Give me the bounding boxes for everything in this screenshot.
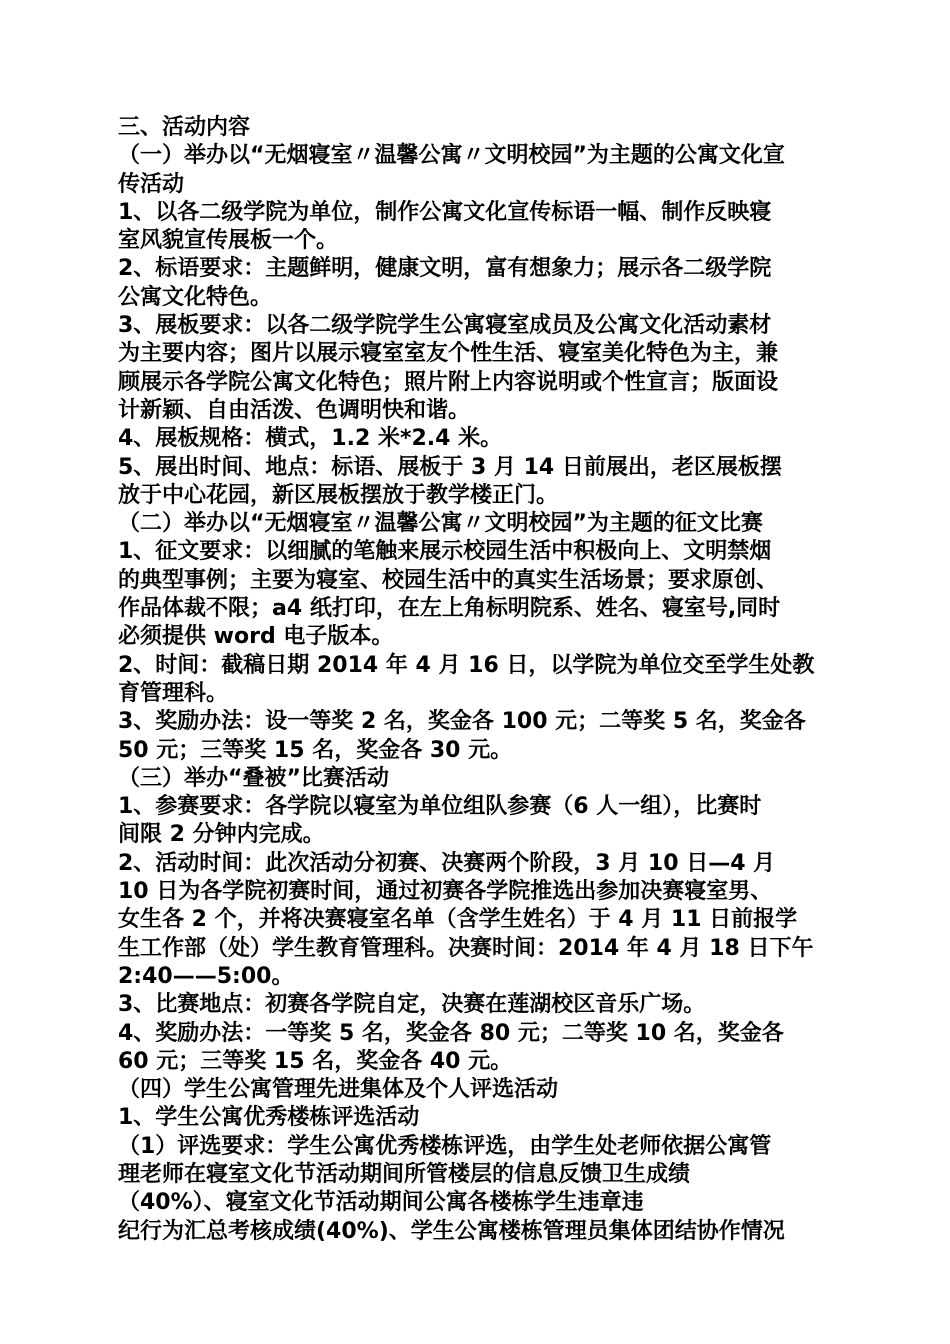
paragraph-line: 1、征文要求：以细腻的笔触来展示校园生活中积极向上、文明禁烟 [118, 539, 772, 565]
paragraph-line: 理老师在寝室文化节活动期间所管楼层的信息反馈卫生成绩 [118, 1161, 691, 1187]
paragraph-line: 2:40——5:00。 [118, 963, 294, 989]
subsection-heading: （一）举办以“无烟寝室〃温馨公寓〃文明校园”为主题的公寓文化宣 [118, 143, 785, 169]
subsection-heading: （四）学生公寓管理先进集体及个人评选活动 [118, 1077, 559, 1103]
document-body [118, 114, 838, 1246]
paragraph-line: 间限 2 分钟内完成。 [118, 822, 325, 848]
paragraph-line: 4、奖励办法：一等奖 5 名，奖金各 80 元；二等奖 10 名，奖金各 [118, 1020, 784, 1046]
paragraph-line: 传活动 [118, 171, 185, 197]
paragraph-line: 3、展板要求：以各二级学院学生公寓寝室成员及公寓文化活动素材 [118, 313, 772, 339]
paragraph-line: 5、展出时间、地点：标语、展板于 3 月 14 日前展出，老区展板摆 [118, 454, 782, 480]
subsection-heading: （二）举办以“无烟寝室〃温馨公寓〃文明校园”为主题的征文比赛 [118, 511, 763, 537]
paragraph-line: 50 元；三等奖 15 名，奖金各 30 元。 [118, 737, 513, 763]
paragraph-line: 顾展示各学院公寓文化特色；照片附上内容说明或个性宣言；版面设 [118, 369, 779, 395]
paragraph-line: 的典型事例；主要为寝室、校园生活中的真实生活场景；要求原创、 [118, 567, 779, 593]
paragraph-line: 1、学生公寓优秀楼栋评选活动 [118, 1105, 420, 1131]
paragraph-line: 必须提供 word 电子版本。 [118, 624, 394, 650]
paragraph-line: 室风貌宣传展板一个。 [118, 228, 339, 254]
paragraph-line: 为主要内容；图片以展示寝室室友个性生活、寝室美化特色为主，兼 [118, 341, 779, 367]
subsection-heading: （三）举办“叠被”比赛活动 [118, 765, 389, 791]
paragraph-line: 计新颖、自由活泼、色调明快和谐。 [118, 397, 471, 423]
paragraph-line: 1、以各二级学院为单位，制作公寓文化宣传标语一幅、制作反映寝 [118, 199, 772, 225]
paragraph-line: 生工作部（处）学生教育管理科。决赛时间：2014 年 4 月 18 日下午 [118, 935, 814, 961]
paragraph-line: （1）评选要求：学生公寓优秀楼栋评选，由学生处老师依据公寓管 [118, 1133, 772, 1159]
paragraph-line: 3、比赛地点：初赛各学院自定，决赛在莲湖校区音乐广场。 [118, 992, 706, 1018]
paragraph-line: 2、活动时间：此次活动分初赛、决赛两个阶段，3 月 10 日—4 月 [118, 850, 776, 876]
paragraph-line: 作品体裁不限；a4 纸打印，在左上角标明院系、姓名、寝室号,同时 [118, 596, 781, 622]
paragraph-line: 放于中心花园，新区展板摆放于教学楼正门。 [118, 482, 559, 508]
paragraph-line: （40%）、寝室文化节活动期间公寓各楼栋学生违章违 [118, 1190, 644, 1216]
paragraph-line: 女生各 2 个，并将决赛寝室名单（含学生姓名）于 4 月 11 日前报学 [118, 907, 798, 933]
paragraph-line: 3、奖励办法：设一等奖 2 名，奖金各 100 元；二等奖 5 名，奖金各 [118, 709, 806, 735]
paragraph-line: 10 日为各学院初赛时间，通过初赛各学院推选出参加决赛寝室男、 [118, 879, 773, 905]
paragraph-line: 60 元；三等奖 15 名，奖金各 40 元。 [118, 1048, 513, 1074]
paragraph-line: 公寓文化特色。 [118, 284, 273, 310]
paragraph-line: 1、参赛要求：各学院以寝室为单位组队参赛（6 人一组），比赛时 [118, 794, 762, 820]
paragraph-line: 2、标语要求：主题鲜明，健康文明，富有想象力；展示各二级学院 [118, 256, 772, 282]
paragraph-line: 4、展板规格：横式，1.2 米*2.4 米。 [118, 426, 503, 452]
paragraph-line: 育管理科。 [118, 680, 229, 706]
section-heading: 三、活动内容 [118, 115, 251, 140]
paragraph-line: 纪行为汇总考核成绩(40%)、学生公寓楼栋管理员集体团结协作情况 [118, 1218, 785, 1244]
paragraph-line: 2、时间：截稿日期 2014 年 4 月 16 日，以学院为单位交至学生处教 [118, 652, 815, 678]
